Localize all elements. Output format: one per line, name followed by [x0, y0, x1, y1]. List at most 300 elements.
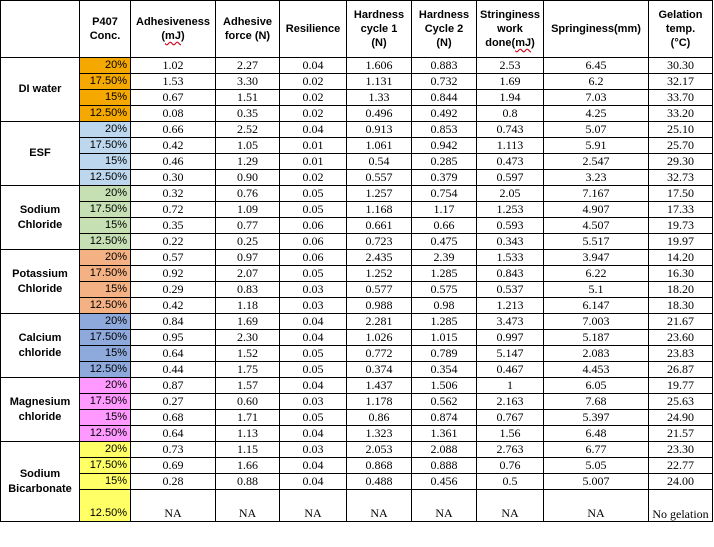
header-hardness-cycle-2	[412, 1, 477, 58]
value-cell-h1: 1.026	[347, 330, 412, 346]
value-cell-h2: 0.492	[412, 106, 477, 122]
value-cell-res: 0.06	[280, 218, 347, 234]
value-cell-gel: 17.33	[649, 202, 713, 218]
value-cell-adh: 0.72	[131, 202, 216, 218]
value-cell-res: 0.04	[280, 58, 347, 74]
value-cell-res: 0.04	[280, 474, 347, 490]
table-row	[1, 330, 713, 346]
value-cell-h1: 0.577	[347, 282, 412, 298]
concentration-cell: 12.50%	[80, 490, 131, 522]
value-cell-str: 0.843	[477, 266, 544, 282]
value-cell-str: NA	[477, 490, 544, 522]
header-hardness-cycle-2-line-3: (N)	[436, 37, 452, 49]
value-cell-gel: 30.30	[649, 58, 713, 74]
value-cell-str: 0.593	[477, 218, 544, 234]
header-stringiness-line-3: done(	[485, 37, 516, 49]
header-gelation-temp-line-1: Gelation	[658, 9, 703, 21]
value-cell-h2: 2.088	[412, 442, 477, 458]
header-adhesiveness-open: (	[161, 30, 166, 42]
concentration-cell: 20%	[80, 122, 131, 138]
value-cell-h1: 0.488	[347, 474, 412, 490]
value-cell-h1: 0.988	[347, 298, 412, 314]
value-cell-gel: 24.00	[649, 474, 713, 490]
table-row	[1, 474, 713, 490]
value-cell-gel: 18.30	[649, 298, 713, 314]
concentration-cell: 12.50%	[80, 106, 131, 122]
value-cell-spr: 6.77	[544, 442, 649, 458]
value-cell-force: 1.51	[216, 90, 280, 106]
table-row	[1, 394, 713, 410]
value-cell-force: 1.71	[216, 410, 280, 426]
value-cell-spr: 6.48	[544, 426, 649, 442]
value-cell-force: 1.05	[216, 138, 280, 154]
value-cell-spr: 3.947	[544, 250, 649, 266]
value-cell-adh: 0.46	[131, 154, 216, 170]
value-cell-str: 0.537	[477, 282, 544, 298]
value-cell-adh: 0.64	[131, 426, 216, 442]
value-cell-gel: 18.20	[649, 282, 713, 298]
concentration-cell: 15%	[80, 410, 131, 426]
value-cell-adh: 0.69	[131, 458, 216, 474]
value-cell-h1: 1.257	[347, 186, 412, 202]
value-cell-h1: 1.33	[347, 90, 412, 106]
header-adhesive-force	[216, 1, 280, 58]
value-cell-adh: 0.95	[131, 330, 216, 346]
value-cell-gel: 25.63	[649, 394, 713, 410]
value-cell-res: 0.05	[280, 202, 347, 218]
header-stringiness-line-1: Stringiness	[480, 9, 540, 21]
value-cell-str: 1.213	[477, 298, 544, 314]
value-cell-res: 0.04	[280, 314, 347, 330]
value-cell-force: 1.52	[216, 346, 280, 362]
concentration-cell: 17.50%	[80, 202, 131, 218]
value-cell-str: 0.8	[477, 106, 544, 122]
value-cell-str: 2.163	[477, 394, 544, 410]
table-row	[1, 170, 713, 186]
value-cell-force: NA	[216, 490, 280, 522]
value-cell-res: 0.06	[280, 250, 347, 266]
table-row	[1, 106, 713, 122]
value-cell-h2: 0.754	[412, 186, 477, 202]
value-cell-res: 0.05	[280, 346, 347, 362]
value-cell-h1: 1.168	[347, 202, 412, 218]
value-cell-spr: 3.23	[544, 170, 649, 186]
value-cell-str: 0.743	[477, 122, 544, 138]
value-cell-adh: 0.42	[131, 298, 216, 314]
value-cell-h1: 0.661	[347, 218, 412, 234]
value-cell-force: 1.75	[216, 362, 280, 378]
header-corner	[1, 1, 80, 58]
value-cell-spr: 6.22	[544, 266, 649, 282]
value-cell-force: 1.57	[216, 378, 280, 394]
value-cell-h1: 1.606	[347, 58, 412, 74]
value-cell-str: 1.69	[477, 74, 544, 90]
value-cell-res: 0.04	[280, 330, 347, 346]
header-resilience-line-1: Resilience	[285, 23, 341, 35]
header-springiness	[544, 1, 649, 58]
concentration-cell: 15%	[80, 346, 131, 362]
value-cell-gel: 25.70	[649, 138, 713, 154]
value-cell-h2: 1.285	[412, 314, 477, 330]
value-cell-res: 0.05	[280, 410, 347, 426]
value-cell-str: 1.533	[477, 250, 544, 266]
value-cell-h1: NA	[347, 490, 412, 522]
value-cell-force: 1.15	[216, 442, 280, 458]
value-cell-str: 2.53	[477, 58, 544, 74]
value-cell-gel: 32.73	[649, 170, 713, 186]
concentration-cell: 20%	[80, 58, 131, 74]
value-cell-h2: 0.883	[412, 58, 477, 74]
header-adhesiveness	[131, 1, 216, 58]
value-cell-res: 0.05	[280, 266, 347, 282]
value-cell-res: 0.04	[280, 378, 347, 394]
value-cell-h2: 0.844	[412, 90, 477, 106]
header-stringiness-unit: mJ	[515, 37, 532, 49]
table-row	[1, 250, 713, 266]
value-cell-gel: 25.10	[649, 122, 713, 138]
value-cell-h2: 1.361	[412, 426, 477, 442]
value-cell-str: 0.467	[477, 362, 544, 378]
group-label: Sodium Chloride	[1, 186, 80, 250]
value-cell-adh: 0.84	[131, 314, 216, 330]
value-cell-gel: 19.97	[649, 234, 713, 250]
value-cell-h1: 2.053	[347, 442, 412, 458]
concentration-cell: 20%	[80, 378, 131, 394]
concentration-cell: 17.50%	[80, 74, 131, 90]
value-cell-h2: 1.285	[412, 266, 477, 282]
value-cell-h2: 0.888	[412, 458, 477, 474]
table-row	[1, 426, 713, 442]
value-cell-spr: 4.453	[544, 362, 649, 378]
value-cell-h2: 0.942	[412, 138, 477, 154]
value-cell-adh: 0.68	[131, 410, 216, 426]
value-cell-gel: 24.90	[649, 410, 713, 426]
group-label: Sodium Bicarbonate	[1, 442, 80, 522]
value-cell-force: 0.25	[216, 234, 280, 250]
value-cell-h1: 0.86	[347, 410, 412, 426]
table-row	[1, 362, 713, 378]
value-cell-spr: 5.187	[544, 330, 649, 346]
value-cell-str: 2.05	[477, 186, 544, 202]
value-cell-force: 1.09	[216, 202, 280, 218]
concentration-cell: 17.50%	[80, 330, 131, 346]
value-cell-gel: 19.73	[649, 218, 713, 234]
value-cell-h2: 1.506	[412, 378, 477, 394]
value-cell-h2: 0.874	[412, 410, 477, 426]
value-cell-res: 0.03	[280, 282, 347, 298]
value-cell-h1: 1.178	[347, 394, 412, 410]
concentration-cell: 17.50%	[80, 458, 131, 474]
value-cell-adh: 0.64	[131, 346, 216, 362]
header-adhesiveness-line-1: Adhesiveness	[136, 16, 210, 28]
table-row	[1, 442, 713, 458]
table-row	[1, 282, 713, 298]
value-cell-spr: 4.25	[544, 106, 649, 122]
header-springiness-line-1: Springiness(mm)	[551, 23, 641, 35]
value-cell-str: 0.5	[477, 474, 544, 490]
value-cell-h2: NA	[412, 490, 477, 522]
value-cell-adh: 0.87	[131, 378, 216, 394]
value-cell-h1: 0.772	[347, 346, 412, 362]
header-conc-line-2: Conc.	[89, 30, 121, 42]
value-cell-force: 0.76	[216, 186, 280, 202]
value-cell-force: 1.69	[216, 314, 280, 330]
value-cell-h2: 0.562	[412, 394, 477, 410]
value-cell-adh: 0.08	[131, 106, 216, 122]
value-cell-spr: 5.07	[544, 122, 649, 138]
value-cell-adh: 1.02	[131, 58, 216, 74]
value-cell-spr: 2.083	[544, 346, 649, 362]
value-cell-spr: 5.007	[544, 474, 649, 490]
value-cell-adh: 0.30	[131, 170, 216, 186]
value-cell-res: 0.04	[280, 122, 347, 138]
header-gelation-temp-line-2: temp.	[665, 23, 696, 35]
header-hardness-cycle-2-line-2: Cycle 2	[424, 23, 464, 35]
value-cell-h2: 0.354	[412, 362, 477, 378]
table-row	[1, 122, 713, 138]
value-cell-res: 0.03	[280, 298, 347, 314]
header-adhesive-force-line-1: Adhesive	[223, 16, 272, 28]
concentration-cell: 15%	[80, 90, 131, 106]
value-cell-h1: 1.061	[347, 138, 412, 154]
value-cell-spr: 7.167	[544, 186, 649, 202]
value-cell-force: 0.83	[216, 282, 280, 298]
value-cell-str: 0.76	[477, 458, 544, 474]
value-cell-gel: 19.77	[649, 378, 713, 394]
table-row	[1, 266, 713, 282]
value-cell-adh: 0.92	[131, 266, 216, 282]
value-cell-res: 0.02	[280, 74, 347, 90]
value-cell-spr: 2.547	[544, 154, 649, 170]
value-cell-res: 0.04	[280, 458, 347, 474]
table-row	[1, 458, 713, 474]
concentration-cell: 12.50%	[80, 170, 131, 186]
value-cell-h2: 0.379	[412, 170, 477, 186]
value-cell-h2: 0.456	[412, 474, 477, 490]
value-cell-spr: 6.45	[544, 58, 649, 74]
header-hardness-cycle-2-line-1: Hardness	[418, 9, 470, 21]
table-row	[1, 234, 713, 250]
value-cell-res: NA	[280, 490, 347, 522]
value-cell-h2: 2.39	[412, 250, 477, 266]
value-cell-h2: 0.789	[412, 346, 477, 362]
value-cell-h1: 1.323	[347, 426, 412, 442]
value-cell-str: 1.253	[477, 202, 544, 218]
value-cell-str: 3.473	[477, 314, 544, 330]
header-hardness-cycle-1	[347, 1, 412, 58]
value-cell-gel: 16.30	[649, 266, 713, 282]
value-cell-force: 2.27	[216, 58, 280, 74]
value-cell-res: 0.04	[280, 426, 347, 442]
table-row	[1, 202, 713, 218]
value-cell-adh: 0.42	[131, 138, 216, 154]
value-cell-spr: 5.397	[544, 410, 649, 426]
value-cell-str: 1.56	[477, 426, 544, 442]
value-cell-adh: 0.29	[131, 282, 216, 298]
value-cell-gel: 21.57	[649, 426, 713, 442]
value-cell-force: 1.66	[216, 458, 280, 474]
table-row	[1, 90, 713, 106]
value-cell-force: 0.35	[216, 106, 280, 122]
value-cell-spr: NA	[544, 490, 649, 522]
concentration-cell: 20%	[80, 250, 131, 266]
value-cell-h2: 0.475	[412, 234, 477, 250]
value-cell-gel: 23.83	[649, 346, 713, 362]
value-cell-adh: 0.66	[131, 122, 216, 138]
value-cell-force: 2.07	[216, 266, 280, 282]
value-cell-force: 1.18	[216, 298, 280, 314]
value-cell-h1: 0.374	[347, 362, 412, 378]
value-cell-str: 0.343	[477, 234, 544, 250]
value-cell-res: 0.06	[280, 234, 347, 250]
value-cell-h1: 2.435	[347, 250, 412, 266]
value-cell-gel: 33.20	[649, 106, 713, 122]
value-cell-str: 1	[477, 378, 544, 394]
value-cell-res: 0.02	[280, 170, 347, 186]
table-row	[1, 410, 713, 426]
value-cell-adh: 0.32	[131, 186, 216, 202]
header-row	[1, 1, 713, 58]
value-cell-gel: 26.87	[649, 362, 713, 378]
value-cell-force: 0.90	[216, 170, 280, 186]
value-cell-adh: 0.67	[131, 90, 216, 106]
group-label: ESF	[1, 122, 80, 186]
header-resilience	[280, 1, 347, 58]
value-cell-spr: 4.507	[544, 218, 649, 234]
concentration-cell: 17.50%	[80, 266, 131, 282]
value-cell-str: 0.767	[477, 410, 544, 426]
value-cell-h2: 0.66	[412, 218, 477, 234]
value-cell-force: 0.88	[216, 474, 280, 490]
value-cell-spr: 6.05	[544, 378, 649, 394]
concentration-cell: 12.50%	[80, 298, 131, 314]
value-cell-str: 0.997	[477, 330, 544, 346]
value-cell-adh: 0.35	[131, 218, 216, 234]
concentration-cell: 15%	[80, 282, 131, 298]
value-cell-spr: 7.03	[544, 90, 649, 106]
value-cell-res: 0.02	[280, 90, 347, 106]
concentration-cell: 20%	[80, 314, 131, 330]
concentration-cell: 12.50%	[80, 362, 131, 378]
value-cell-str: 1.113	[477, 138, 544, 154]
value-cell-res: 0.03	[280, 442, 347, 458]
value-cell-h1: 0.913	[347, 122, 412, 138]
concentration-cell: 15%	[80, 154, 131, 170]
header-hardness-cycle-1-line-3: (N)	[371, 37, 387, 49]
value-cell-h2: 1.17	[412, 202, 477, 218]
value-cell-h1: 0.557	[347, 170, 412, 186]
group-label: Potassium Chloride	[1, 250, 80, 314]
value-cell-h1: 1.131	[347, 74, 412, 90]
group-label: DI water	[1, 58, 80, 122]
value-cell-adh: 0.44	[131, 362, 216, 378]
header-stringiness-close: )	[531, 37, 535, 49]
value-cell-h1: 1.437	[347, 378, 412, 394]
header-adhesiveness-close: )	[180, 30, 185, 42]
value-cell-str: 0.597	[477, 170, 544, 186]
value-cell-h2: 1.015	[412, 330, 477, 346]
value-cell-gel: No gelation	[649, 490, 713, 522]
value-cell-h2: 0.285	[412, 154, 477, 170]
value-cell-spr: 5.91	[544, 138, 649, 154]
value-cell-spr: 5.517	[544, 234, 649, 250]
value-cell-adh: 0.73	[131, 442, 216, 458]
value-cell-spr: 6.147	[544, 298, 649, 314]
value-cell-force: 0.97	[216, 250, 280, 266]
table-row	[1, 490, 713, 522]
table-row	[1, 154, 713, 170]
value-cell-gel: 23.30	[649, 442, 713, 458]
value-cell-force: 1.13	[216, 426, 280, 442]
value-cell-h2: 0.575	[412, 282, 477, 298]
value-cell-h1: 2.281	[347, 314, 412, 330]
concentration-cell: 20%	[80, 442, 131, 458]
value-cell-force: 3.30	[216, 74, 280, 90]
table-row	[1, 186, 713, 202]
concentration-cell: 12.50%	[80, 234, 131, 250]
value-cell-adh: 0.28	[131, 474, 216, 490]
value-cell-adh: NA	[131, 490, 216, 522]
value-cell-res: 0.01	[280, 154, 347, 170]
value-cell-h1: 0.54	[347, 154, 412, 170]
value-cell-res: 0.02	[280, 106, 347, 122]
group-label: Calcium chloride	[1, 314, 80, 378]
value-cell-gel: 21.67	[649, 314, 713, 330]
value-cell-h2: 0.732	[412, 74, 477, 90]
value-cell-res: 0.01	[280, 138, 347, 154]
value-cell-str: 2.763	[477, 442, 544, 458]
concentration-cell: 12.50%	[80, 426, 131, 442]
header-hardness-cycle-1-line-1: Hardness	[353, 9, 405, 21]
header-hardness-cycle-1-line-2: cycle 1	[360, 23, 398, 35]
concentration-cell: 15%	[80, 218, 131, 234]
concentration-cell: 17.50%	[80, 138, 131, 154]
value-cell-h1: 0.723	[347, 234, 412, 250]
value-cell-gel: 22.77	[649, 458, 713, 474]
header-stringiness-line-2: work	[497, 23, 523, 35]
header-gelation-temp	[649, 1, 713, 58]
value-cell-gel: 33.70	[649, 90, 713, 106]
value-cell-force: 0.60	[216, 394, 280, 410]
value-cell-h1: 0.496	[347, 106, 412, 122]
table-row	[1, 314, 713, 330]
table-row	[1, 74, 713, 90]
concentration-cell: 15%	[80, 474, 131, 490]
value-cell-spr: 7.68	[544, 394, 649, 410]
table-row	[1, 58, 713, 74]
value-cell-h1: 0.868	[347, 458, 412, 474]
concentration-cell: 17.50%	[80, 394, 131, 410]
value-cell-force: 2.30	[216, 330, 280, 346]
value-cell-gel: 29.30	[649, 154, 713, 170]
value-cell-force: 2.52	[216, 122, 280, 138]
header-adhesiveness-unit: mJ	[165, 30, 181, 42]
table-row	[1, 346, 713, 362]
value-cell-res: 0.05	[280, 186, 347, 202]
table-body	[1, 58, 713, 522]
value-cell-gel: 32.17	[649, 74, 713, 90]
value-cell-str: 5.147	[477, 346, 544, 362]
value-cell-spr: 5.1	[544, 282, 649, 298]
value-cell-adh: 0.27	[131, 394, 216, 410]
group-label: Magnesium chloride	[1, 378, 80, 442]
value-cell-force: 0.77	[216, 218, 280, 234]
value-cell-res: 0.03	[280, 394, 347, 410]
value-cell-gel: 17.50	[649, 186, 713, 202]
value-cell-res: 0.05	[280, 362, 347, 378]
table-row	[1, 218, 713, 234]
concentration-cell: 20%	[80, 186, 131, 202]
